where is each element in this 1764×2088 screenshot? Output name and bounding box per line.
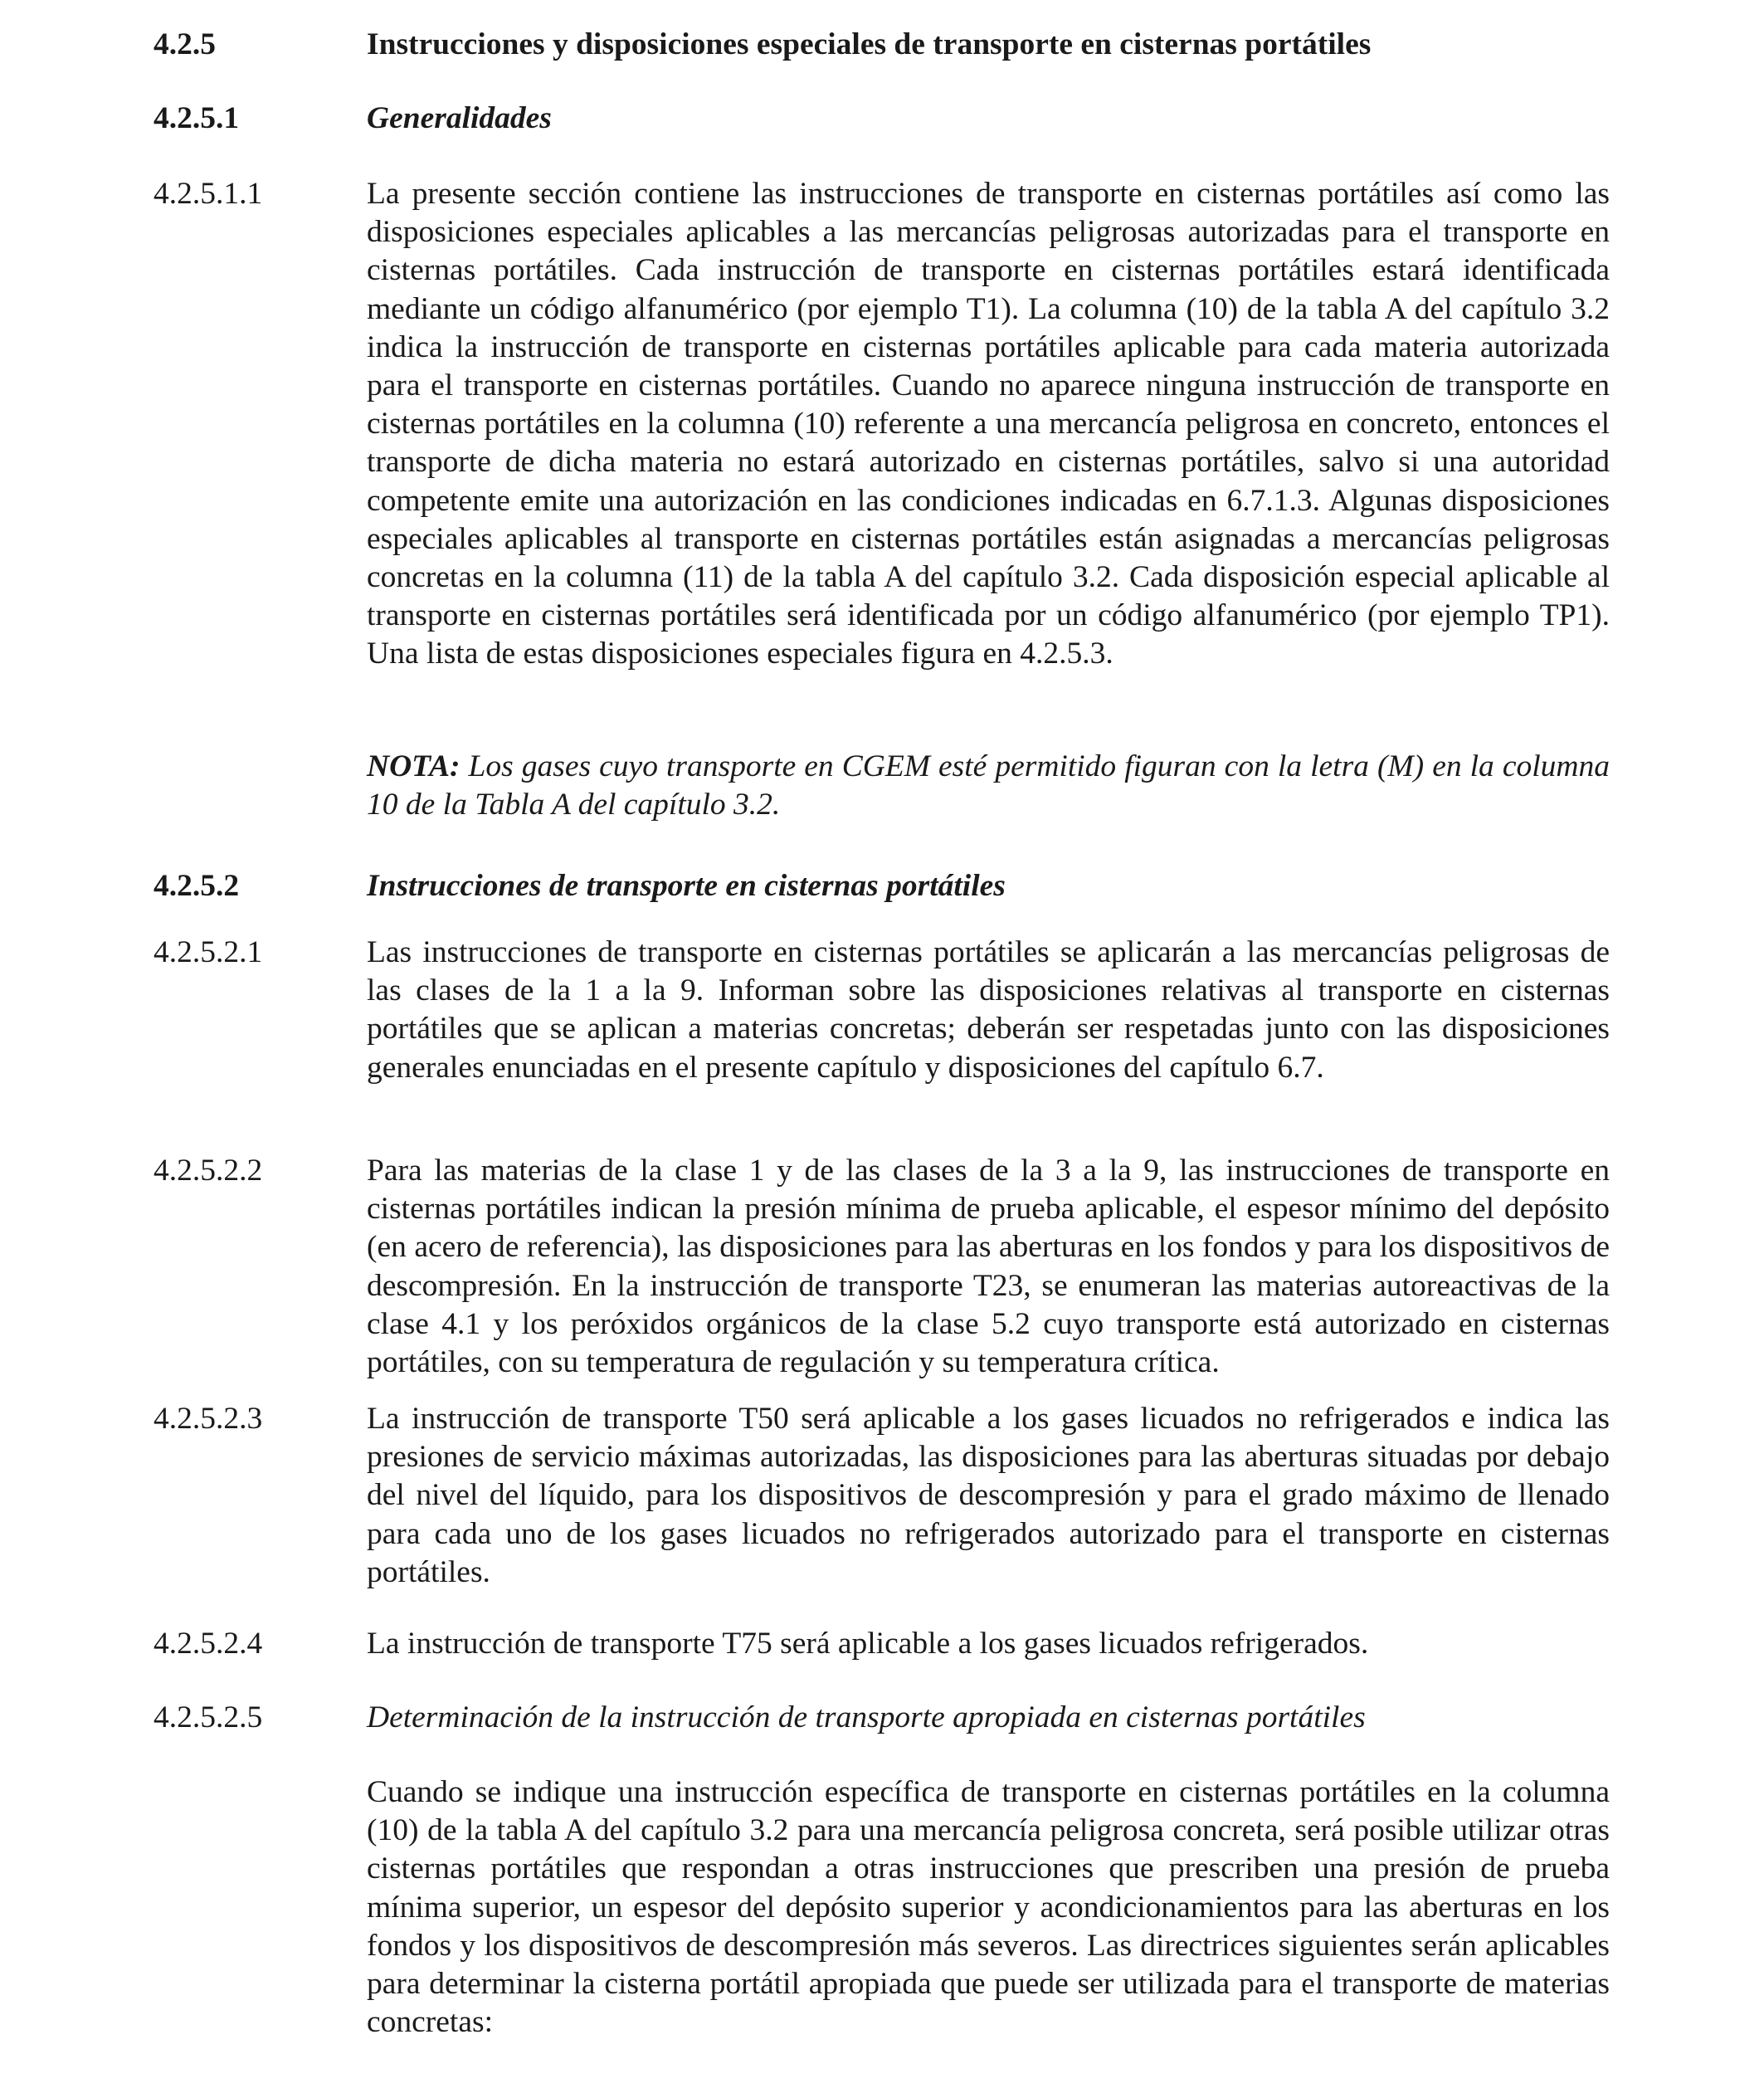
section-number: 4.2.5 bbox=[153, 27, 216, 61]
paragraph-text: La presente sección contiene las instrucciones de transporte en cisternas portátiles así como las disposiciones especiales aplicables a las mercancías peligrosas autorizadas para el transporte en cisternas portátiles. Cada instrucción de transporte en cisternas portátiles estará identificada mediante un código alfanumérico (por ejemplo T1). La columna (10) de la tabla A del capítulo 3.2 indica la instrucción de transporte en cisternas portátiles aplicable para cada materia autorizada para el transporte en cisternas portátiles. Cuando no aparece ninguna instrucción de transporte en cisternas portátiles en la columna (10) referente a una mercancía peligrosa en concreto, entonces el transporte de dicha materia no estará autorizado en cisternas portátiles, salvo si una autoridad competente emite una autorización en las condiciones indicadas en 6.7.1.3. Algunas disposiciones especiales aplicables al transporte en cisternas portátiles están asignadas a mercancías peligrosas concretas en la columna (11) de la tabla A del capítulo 3.2. Cada disposición especial aplicable al transporte en cisternas portátiles será identificada por un código alfanumérico (por ejemplo TP1). Una lista de estas disposiciones especiales figura en 4.2.5.3. bbox=[367, 177, 1610, 671]
note-body: Los gases cuyo transporte en CGEM esté permitido figuran con la letra (M) en la columna 10 de la Tabla A del capítulo 3.2. bbox=[367, 749, 1610, 822]
section-number: 4.2.5.1 bbox=[153, 101, 240, 135]
paragraph-number: 4.2.5.2.2 bbox=[153, 1154, 263, 1188]
paragraph-text: Cuando se indique una instrucción específica de transporte en cisternas portátiles en la columna (10) de la tabla A del capítulo 3.2 para una mercancía peligrosa concreta, será posible utilizar otras cisternas portátiles que respondan a otras instrucciones que prescriben una presión de prueba mínima superior, un espesor del depósito superior y acondicionamientos para las aberturas en los fondos y los dispositivos de descompresión más severos. Las directrices siguientes serán aplicables para determinar la cisterna portátil apropiada que puede ser utilizada para el transporte de materias concretas: bbox=[367, 1775, 1610, 2040]
section-number: 4.2.5.2 bbox=[153, 869, 240, 903]
paragraph-text: Las instrucciones de transporte en cisternas portátiles se aplicarán a las mercancías peligrosas de las clases de la 1 a la 9. Informan sobre las disposiciones relativas al transporte en cisternas portátiles que se aplican a materias concretas; deberán ser respetadas junto con las disposiciones generales enunciadas en el presente capítulo y disposiciones del capítulo 6.7. bbox=[367, 935, 1610, 1085]
paragraph-number: 4.2.5.2.1 bbox=[153, 935, 263, 969]
note-text bbox=[367, 748, 1610, 824]
paragraph-text: La instrucción de transporte T50 será aplicable a los gases licuados no refrigerados e indica las presiones de servicio máximas autorizadas, las disposiciones para las aberturas situadas por debajo del nivel del líquido, para los dispositivos de descompresión y para el grado máximo de llenado para cada uno de los gases licuados no refrigerados autorizado para el transporte en cisternas portátiles. bbox=[367, 1402, 1610, 1589]
paragraph-number: 4.2.5.2.3 bbox=[153, 1402, 263, 1436]
paragraph-number: 4.2.5.2.5 bbox=[153, 1700, 263, 1734]
section-heading: Instrucciones de transporte en cisternas portátiles bbox=[367, 869, 1006, 903]
paragraph-text: Para las materias de la clase 1 y de las clases de la 3 a la 9, las instrucciones de transporte en cisternas portátiles indican la presión mínima de prueba aplicable, el espesor mínimo del depósito (en acero de referencia), las disposiciones para las aberturas en los fondos y para los dispositivos de descompresión. En la instrucción de transporte T23, se enumeran las materias autoreactivas de la clase 4.1 y los peróxidos orgánicos de la clase 5.2 cuyo transporte está autorizado en cisternas portátiles, con su temperatura de regulación y su temperatura crítica. bbox=[367, 1154, 1610, 1380]
section-heading: Instrucciones y disposiciones especiales de transporte en cisternas portátiles bbox=[367, 27, 1372, 61]
paragraph-text: La instrucción de transporte T75 será aplicable a los gases licuados refrigerados. bbox=[367, 1627, 1369, 1661]
paragraph-number: 4.2.5.2.4 bbox=[153, 1627, 263, 1661]
paragraph-number: 4.2.5.1.1 bbox=[153, 177, 263, 211]
paragraph-heading: Determinación de la instrucción de transporte apropiada en cisternas portátiles bbox=[367, 1700, 1366, 1734]
note-label: NOTA: bbox=[367, 749, 460, 783]
section-heading: Generalidades bbox=[367, 101, 552, 135]
